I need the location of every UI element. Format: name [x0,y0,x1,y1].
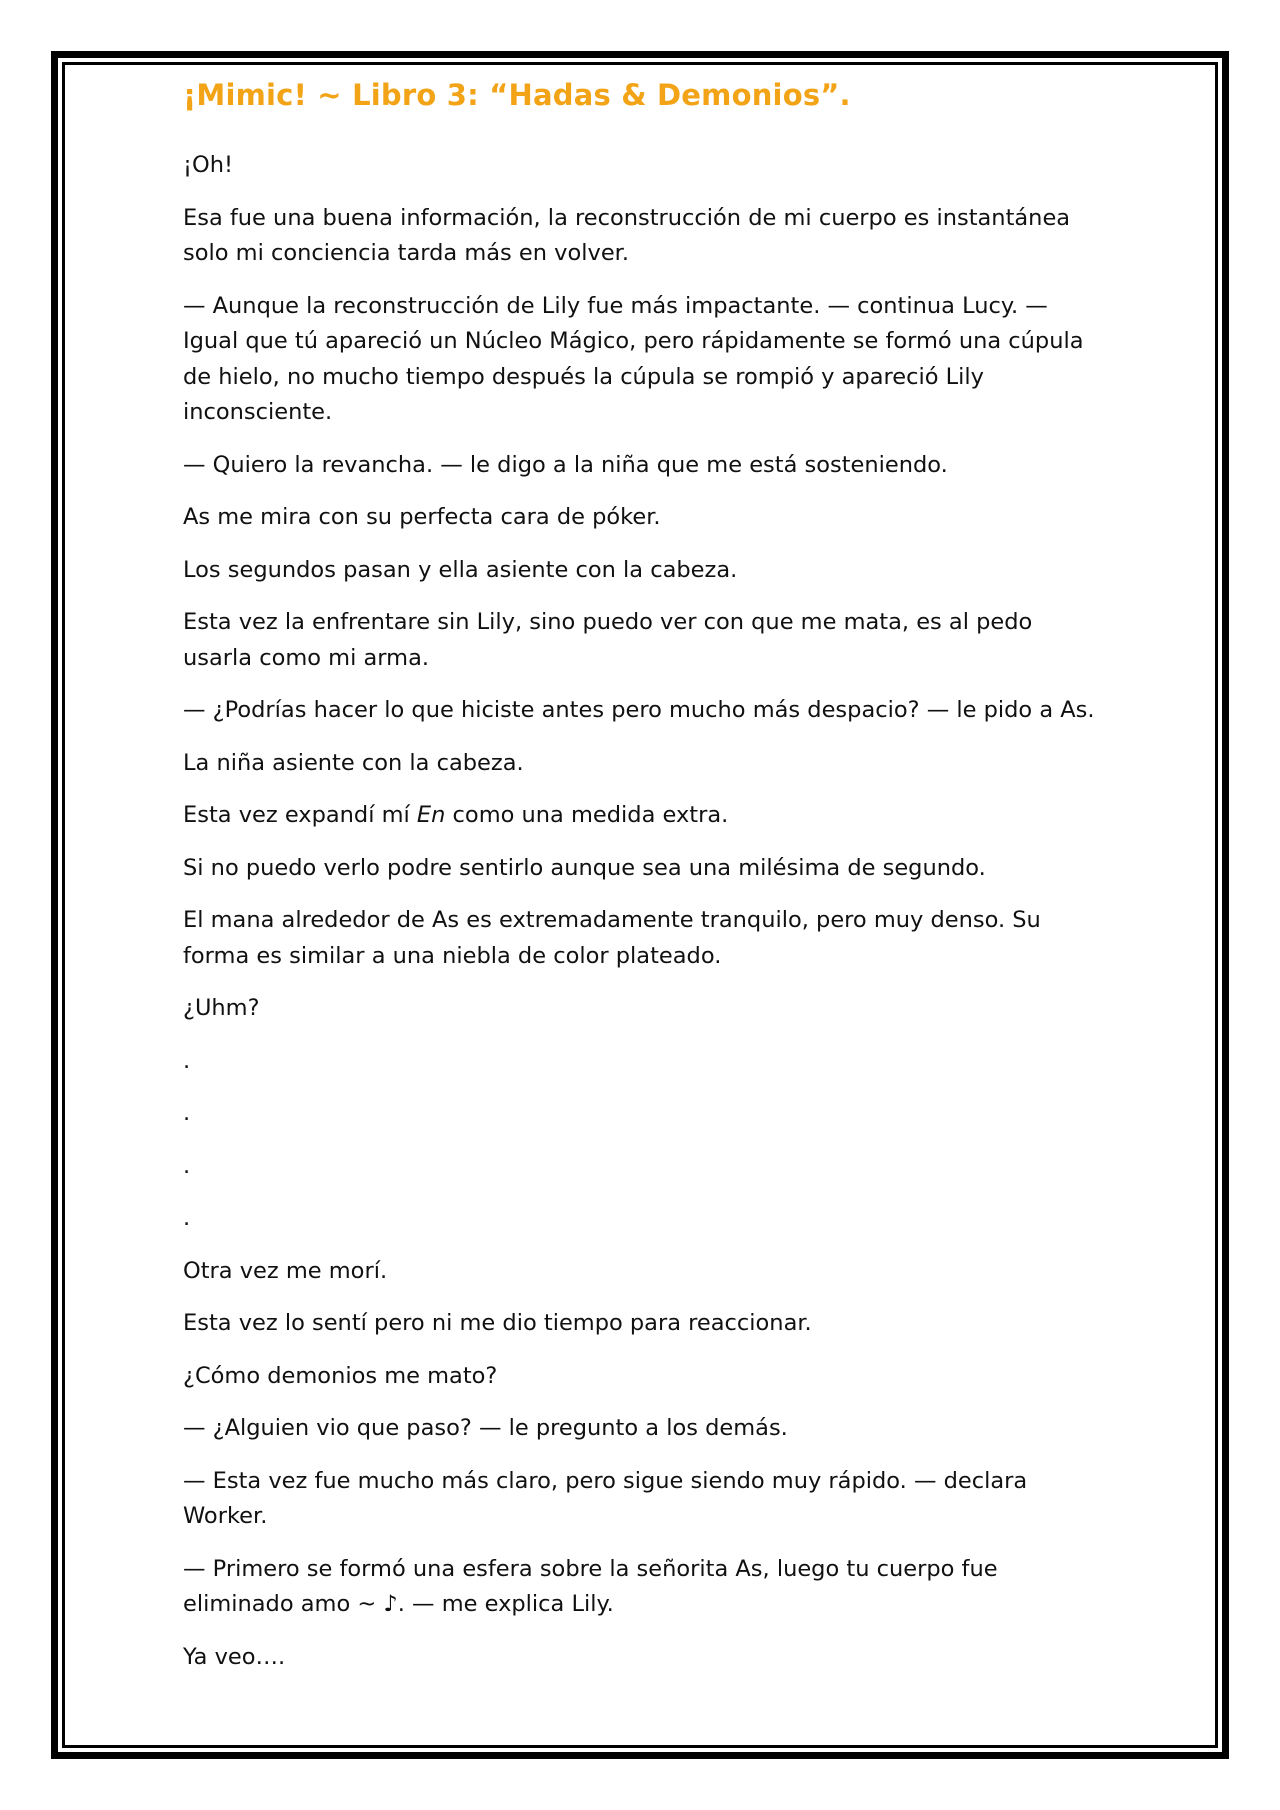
paragraph: — Aunque la reconstrucción de Lily fue más impactante. — continua Lucy. — Igual que tú apareció un Núcleo Mágico, pero rápidamente se formó una cúpula de hielo, no mucho tiempo después la cúpula se rompió y apareció Lily inconsciente. [183,292,1084,425]
paragraph: Otra vez me morí. [183,1257,388,1284]
paragraph: La niña asiente con la cabeza. [183,749,524,776]
paragraph: — Primero se formó una esfera sobre la señorita As, luego tu cuerpo fue eliminado amo ~ ♪. — me explica Lily. [183,1555,998,1617]
ellipsis-dot: . [183,1152,191,1179]
paragraph: Ya veo…. [183,1643,286,1670]
paragraph: Esta vez la enfrentare sin Lily, sino puedo ver con que me mata, es al pedo usarla como mi arma. [183,609,1033,671]
paragraph-text: Esta vez expandí mí [183,802,417,828]
paragraph: ¿Uhm? [183,995,260,1021]
paragraph-text: como una medida extra. [445,802,729,828]
paragraph: El mana alrededor de As es extremadamente tranquilo, pero muy denso. Su forma es similar a una niebla de color plateado. [183,907,1041,969]
document-body [183,74,1103,1692]
ellipsis-dot: . [183,1047,191,1074]
ellipsis-dot: . [183,1100,191,1126]
paragraph: Los segundos pasan y ella asiente con la cabeza. [183,556,738,583]
paragraph: — Quiero la revancha. — le digo a la niña que me está sosteniendo. [183,451,948,478]
document-title: ¡Mimic! ~ Libro 3: “Hadas & Demonios”. [183,78,851,112]
ellipsis-dot: . [183,1205,191,1231]
paragraph: Esa fue una buena información, la reconstrucción de mi cuerpo es instantánea solo mi conciencia tarda más en volver. [183,204,1071,266]
paragraph: — Esta vez fue mucho más claro, pero sigue siendo muy rápido. — declara Worker. [183,1467,1028,1529]
paragraph: — ¿Podrías hacer lo que hiciste antes pero mucho más despacio? — le pido a As. [183,697,1095,723]
paragraph: Esta vez lo sentí pero ni me dio tiempo para reaccionar. [183,1310,812,1336]
paragraph: — ¿Alguien vio que paso? — le pregunto a los demás. [183,1415,788,1441]
paragraph: As me mira con su perfecta cara de póker. [183,504,661,530]
paragraph-with-italic [183,798,1103,834]
paragraph: ¡Oh! [183,152,234,178]
italic-term: En [416,802,446,828]
paragraph: Si no puedo verlo podre sentirlo aunque sea una milésima de segundo. [183,854,986,881]
paragraph: ¿Cómo demonios me mato? [183,1362,498,1389]
